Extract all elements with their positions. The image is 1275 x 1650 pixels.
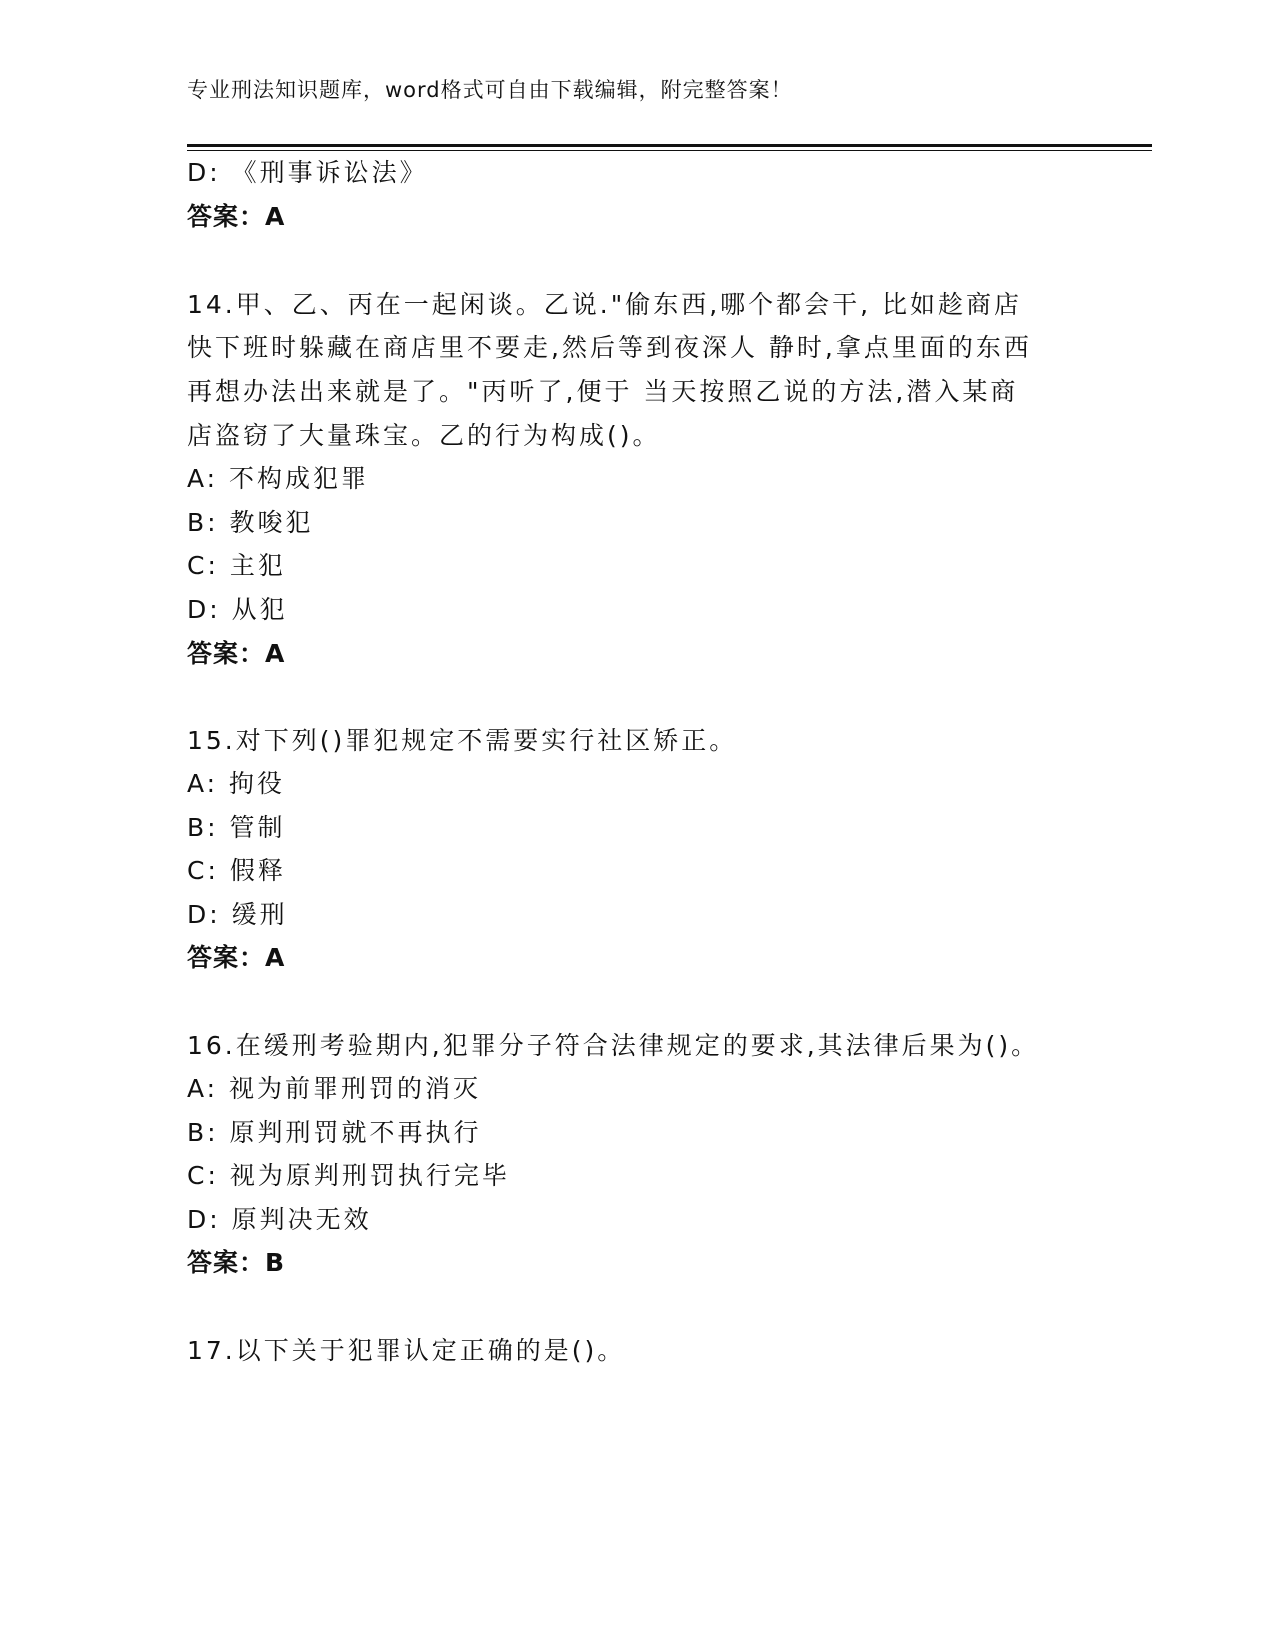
q15-stem-line-1: 15.对下列()罪犯规定不需要实行社区矫正。	[187, 726, 738, 755]
prev-option-d: D: 《刑事诉讼法》	[187, 158, 428, 187]
q16-answer: 答案：B	[187, 1248, 286, 1277]
q14-answer: 答案：A	[187, 639, 286, 668]
q17-stem-line-1: 17.以下关于犯罪认定正确的是()。	[187, 1336, 626, 1365]
q15-option-b: B: 管制	[187, 813, 286, 842]
q14-stem-line-2: 快下班时躲藏在商店里不要走,然后等到夜深人 静时,拿点里面的东西	[187, 333, 1032, 362]
q15-option-d: D: 缓刑	[187, 900, 288, 929]
q16-option-d: D: 原判决无效	[187, 1205, 372, 1234]
q16-option-b: B: 原判刑罚就不再执行	[187, 1118, 482, 1147]
q15-answer: 答案：A	[187, 943, 286, 972]
page-header: 专业刑法知识题库，word格式可自由下载编辑，附完整答案！	[187, 78, 793, 102]
q14-option-a: A: 不构成犯罪	[187, 464, 370, 493]
q15-option-a: A: 拘役	[187, 769, 286, 798]
q16-option-c: C: 视为原判刑罚执行完毕	[187, 1161, 510, 1190]
q14-option-c: C: 主犯	[187, 551, 286, 580]
q14-option-d: D: 从犯	[187, 595, 288, 624]
q15-option-c: C: 假释	[187, 856, 286, 885]
q14-option-b: B: 教唆犯	[187, 508, 314, 537]
q14-stem-line-1: 14.甲、乙、丙在一起闲谈。乙说."偷东西,哪个都会干, 比如趁商店	[187, 290, 1023, 319]
q14-stem-line-4: 店盗窃了大量珠宝。乙的行为构成()。	[187, 421, 661, 450]
q14-stem-line-3: 再想办法出来就是了。"丙听了,便于 当天按照乙说的方法,潜入某商	[187, 377, 1019, 406]
header-rule-thick	[187, 144, 1152, 147]
prev-answer: 答案：A	[187, 202, 286, 231]
q16-stem-line-1: 16.在缓刑考验期内,犯罪分子符合法律规定的要求,其法律后果为()。	[187, 1031, 1040, 1060]
q16-option-a: A: 视为前罪刑罚的消灭	[187, 1074, 482, 1103]
header-rule-thin	[187, 150, 1152, 151]
